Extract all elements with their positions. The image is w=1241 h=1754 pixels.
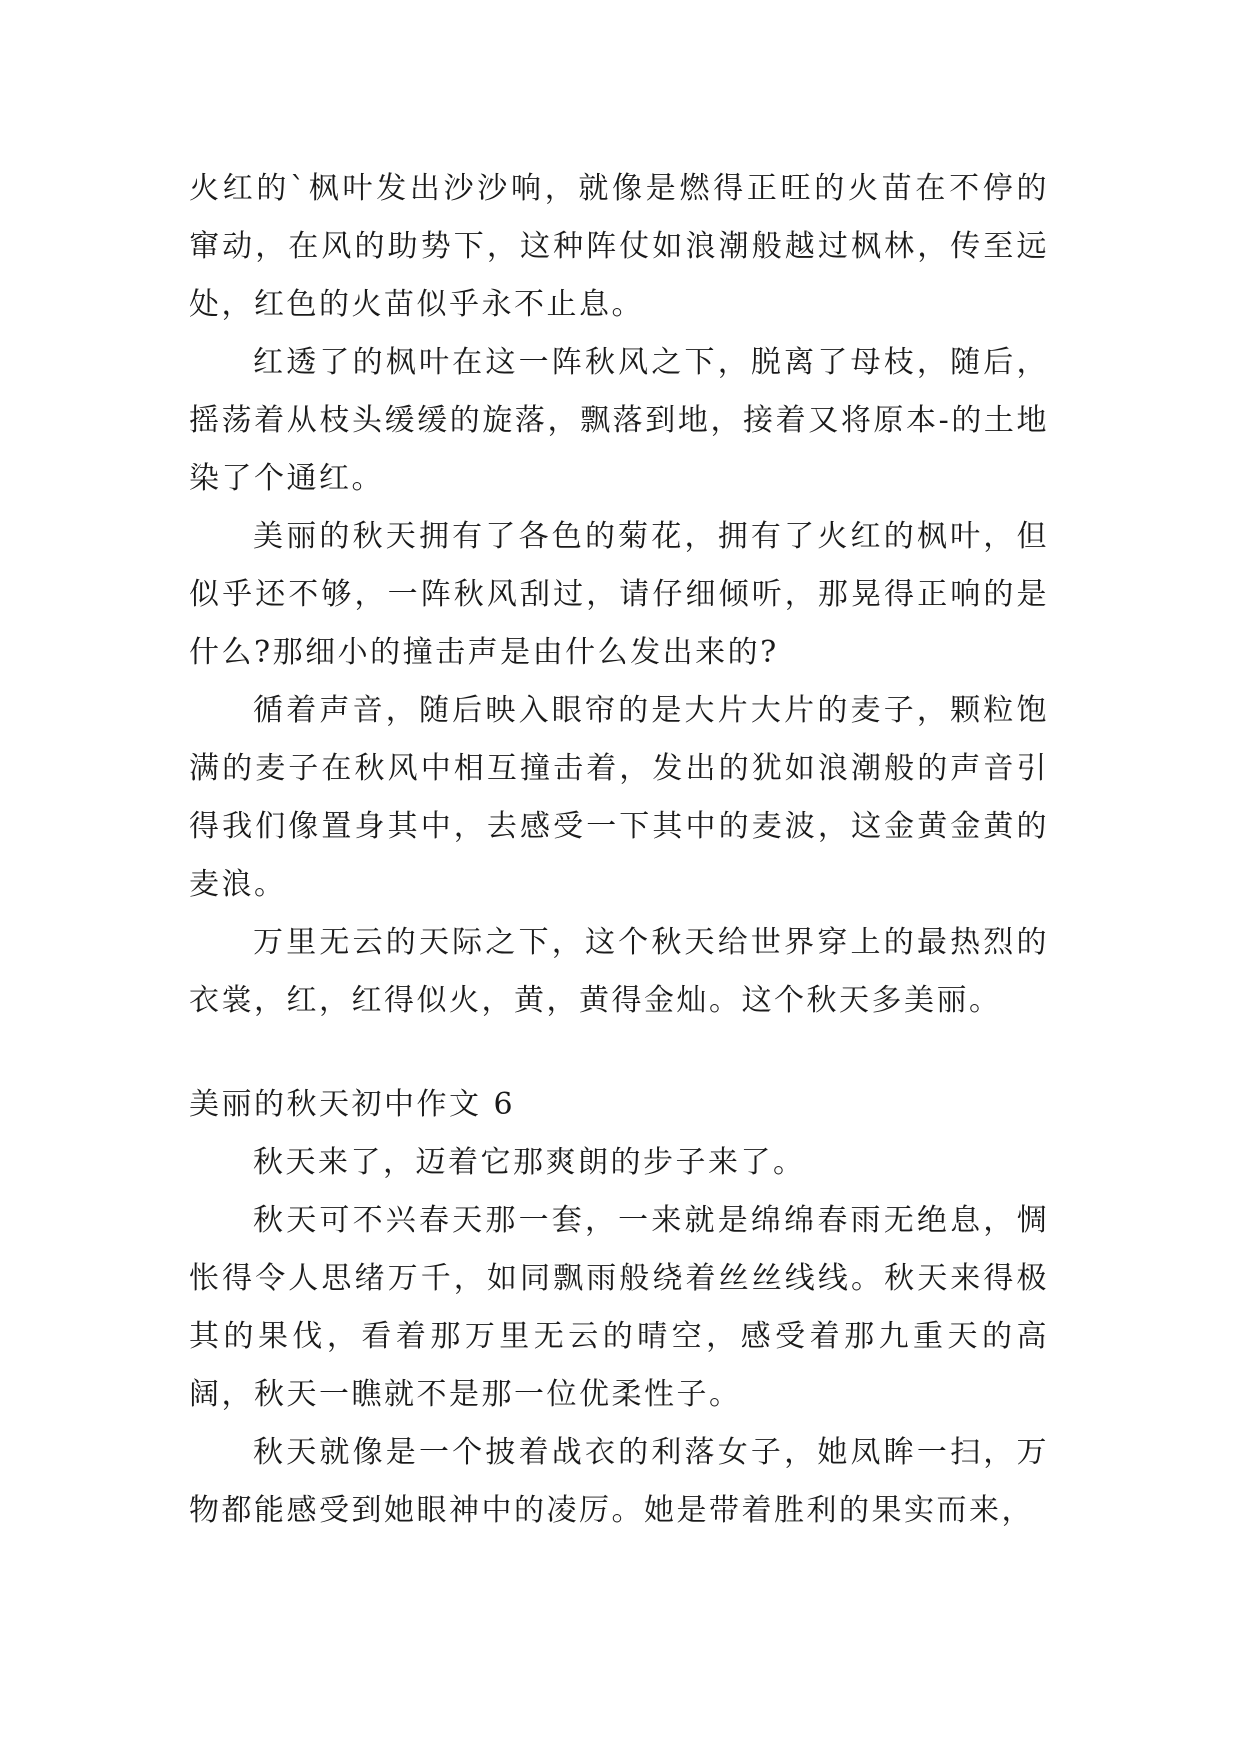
paragraph: 美丽的秋天拥有了各色的菊花，拥有了火红的枫叶，但似乎还不够，一阵秋风刮过，请仔细倾听，那晃得正响的是什么?那细小的撞击声是由什么发出来的? bbox=[189, 519, 1049, 670]
paragraph: 秋天就像是一个披着战衣的利落女子，她凤眸一扫，万物都能感受到她眼神中的凌厉。她是带着胜利的果实而来， bbox=[189, 1435, 1049, 1528]
document-body bbox=[189, 160, 1049, 1540]
paragraph: 万里无云的天际之下，这个秋天给世界穿上的最热烈的衣裳，红，红得似火，黄，黄得金灿。这个秋天多美丽。 bbox=[189, 925, 1049, 1018]
paragraph: 循着声音，随后映入眼帘的是大片大片的麦子，颗粒饱满的麦子在秋风中相互撞击着，发出的犹如浪潮般的声音引得我们像置身其中，去感受一下其中的麦波，这金黄金黄的麦浪。 bbox=[189, 693, 1049, 902]
paragraph: 秋天来了，迈着它那爽朗的步子来了。 bbox=[253, 1145, 806, 1180]
paragraph: 火红的`枫叶发出沙沙响，就像是燃得正旺的火苗在不停的窜动，在风的助势下，这种阵仗如浪潮般越过枫林，传至远处，红色的火苗似乎永不止息。 bbox=[189, 171, 1049, 322]
section-title: 美丽的秋天初中作文 6 bbox=[189, 1087, 516, 1122]
paragraph: 红透了的枫叶在这一阵秋风之下，脱离了母枝，随后，摇荡着从枝头缓缓的旋落，飘落到地，接着又将原本-的土地染了个通红。 bbox=[189, 345, 1049, 496]
paragraph: 秋天可不兴春天那一套，一来就是绵绵春雨无绝息，惆怅得令人思绪万千，如同飘雨般绕着丝丝线线。秋天来得极其的果伐，看着那万里无云的晴空，感受着那九重天的高阔，秋天一瞧就不是那一位优柔性子。 bbox=[189, 1203, 1049, 1412]
